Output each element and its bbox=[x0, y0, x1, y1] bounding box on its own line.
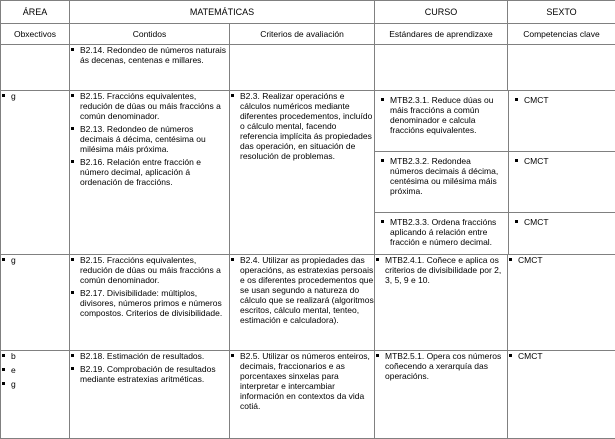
standard-item: MTB2.3.2. Redondea números decimais á décima, centésima ou milésima máis próxima. bbox=[380, 156, 504, 196]
criterion-item: B2.3. Realizar operacións e cálculos numéricos mediante diferentes procedementos, incluído o cálculo mental, facendo referencia implícita ás propiedades das operación, en situación de resolución de problemas. bbox=[230, 91, 374, 161]
content-item: B2.18. Estimación de resultados. bbox=[70, 351, 229, 361]
table-row bbox=[1, 255, 615, 351]
header-area: ÁREA bbox=[1, 1, 70, 24]
content-item: B2.14. Redondeo de números naturais ás decenas, centenas e millares. bbox=[70, 45, 229, 65]
header-row-1 bbox=[1, 1, 615, 24]
objective-item: g bbox=[1, 91, 69, 101]
header-subject: MATEMÁTICAS bbox=[70, 1, 375, 24]
criteria-cell bbox=[230, 91, 375, 255]
criteria-cell bbox=[230, 351, 375, 439]
standards-cell bbox=[375, 45, 508, 91]
competences-cell bbox=[508, 45, 615, 91]
competence-item: CMCT bbox=[508, 255, 615, 265]
objective-item: g bbox=[1, 255, 69, 265]
contents-cell bbox=[70, 91, 230, 255]
content-item: B2.17. Divisibilidade: múltiplos, divisores, números primos e números compostos. Criterios de divisibilidade. bbox=[70, 288, 229, 318]
competence-item: CMCT bbox=[514, 217, 611, 227]
objective-item: g bbox=[1, 379, 69, 389]
header-standards: Estándares de aprendizaxe bbox=[375, 24, 508, 45]
table-row bbox=[1, 351, 615, 439]
objectives-cell bbox=[1, 255, 70, 351]
content-item: B2.15. Fraccións equivalentes, redución de dúas ou máis fraccións a común denominador. bbox=[70, 255, 229, 285]
competence-item: CMCT bbox=[514, 95, 611, 105]
competences-cell bbox=[508, 351, 615, 439]
objectives-cell bbox=[1, 45, 70, 91]
criterion-item: B2.4. Utilizar as propiedades das operacións, as estratexias persoais e os diferentes procedementos que se usan segundo a natureza do cálculo que se realizará (algoritmos escritos, cálculo mental, tenteo, estimación e calculadora). bbox=[230, 255, 374, 325]
standards-cell bbox=[375, 351, 508, 439]
header-criteria: Criterios de avaliación bbox=[230, 24, 375, 45]
content-item: B2.15. Fraccións equivalentes, redución de dúas ou máis fraccións a común denominador. bbox=[70, 91, 229, 121]
header-objectives: Obxectivos bbox=[1, 24, 70, 45]
header-course: CURSO bbox=[375, 1, 508, 24]
contents-cell bbox=[70, 255, 230, 351]
standard-item: MTB2.5.1. Opera cos números coñecendo a xerarquía das operacións. bbox=[375, 351, 507, 381]
competences-cell bbox=[508, 255, 615, 351]
header-contents: Contidos bbox=[70, 24, 230, 45]
objective-item: b bbox=[1, 351, 69, 361]
content-item: B2.13. Redondeo de números decimais á décima, centésima ou milésima máis próxima. bbox=[70, 124, 229, 154]
criteria-cell bbox=[230, 255, 375, 351]
standard-item: MTB2.3.3. Ordena fraccións aplicando á relación entre fracción e número decimal. bbox=[380, 217, 504, 247]
contents-cell bbox=[70, 351, 230, 439]
standard-group bbox=[375, 91, 615, 152]
table-row bbox=[1, 45, 615, 91]
content-item: B2.16. Relación entre fracción e número decimal, aplicación á ordenación de fraccións. bbox=[70, 157, 229, 187]
objectives-cell bbox=[1, 91, 70, 255]
contents-cell bbox=[70, 45, 230, 91]
competence-item: CMCT bbox=[514, 156, 611, 166]
competence-item: CMCT bbox=[508, 351, 615, 361]
objective-item: e bbox=[1, 365, 69, 375]
header-course-value: SEXTO bbox=[508, 1, 615, 24]
objectives-cell bbox=[1, 351, 70, 439]
standard-group bbox=[375, 213, 615, 254]
standards-competences-cell bbox=[375, 91, 615, 255]
standard-item: MTB2.3.1. Reduce dúas ou máis fraccións a común denominador e calcula fraccións equivalentes. bbox=[380, 95, 504, 135]
criteria-cell bbox=[230, 45, 375, 91]
standards-cell bbox=[375, 255, 508, 351]
content-item: B2.19. Comprobación de resultados mediante estratexias aritméticas. bbox=[70, 364, 229, 384]
header-row-2 bbox=[1, 24, 615, 45]
criterion-item: B2.5. Utilizar os números enteiros, decimais, fraccionarios e as porcentaxes sinxelas para interpretar e intercambiar información en contextos da vida cotiá. bbox=[230, 351, 374, 411]
standard-item: MTB2.4.1. Coñece e aplica os criterios de divisibilidade por 2, 3, 5, 9 e 10. bbox=[375, 255, 507, 285]
header-competences: Competencias clave bbox=[508, 24, 615, 45]
standard-group bbox=[375, 152, 615, 213]
table-row bbox=[1, 91, 615, 255]
